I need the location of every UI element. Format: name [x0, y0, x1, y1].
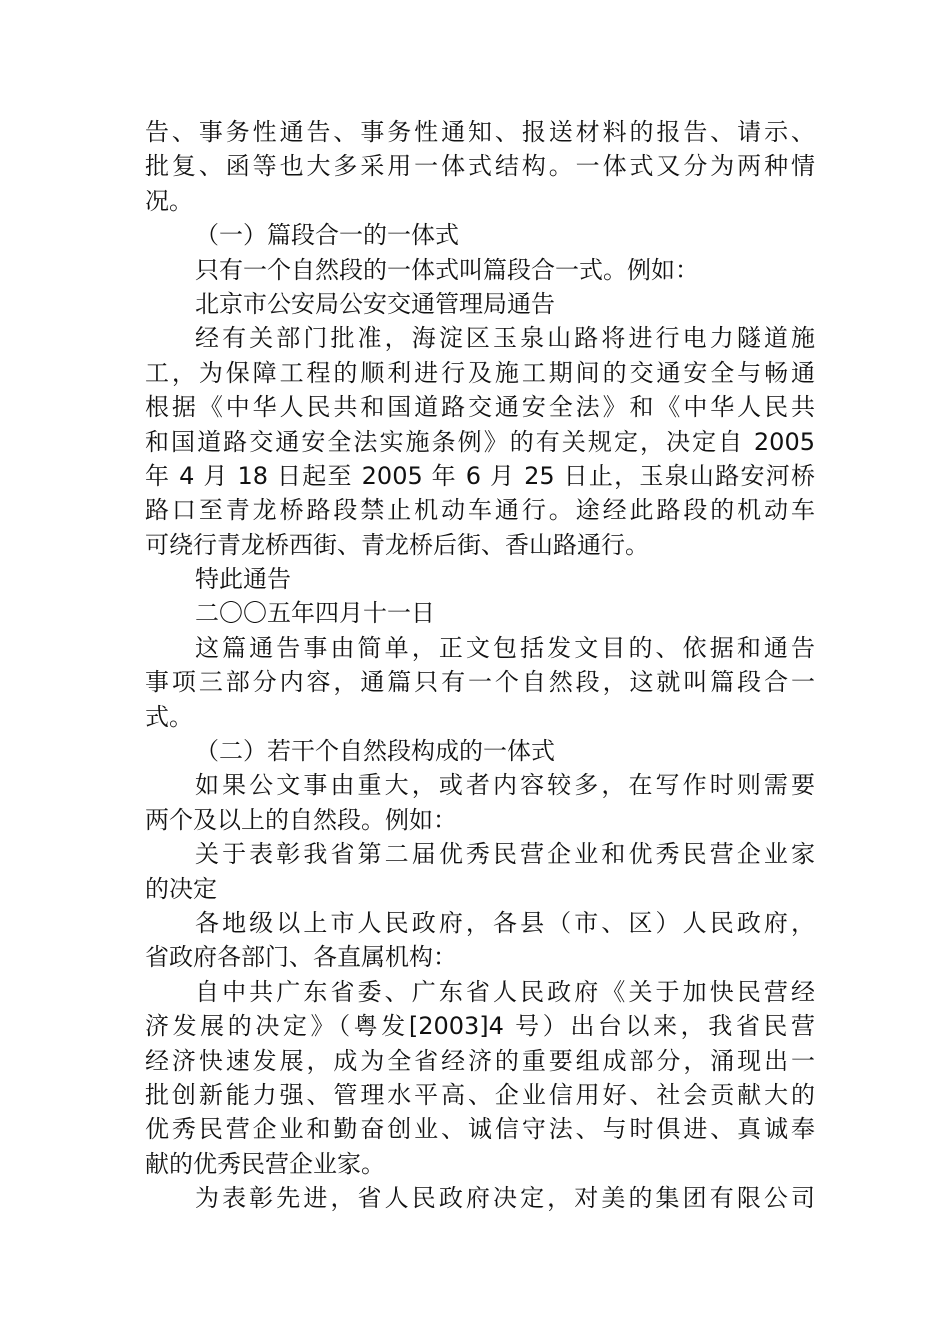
example-title: 关于表彰我省第二届优秀民营企业和优秀民营企业家 [195, 840, 815, 869]
section-heading: （二）若干个自然段构成的一体式 [195, 737, 555, 766]
example-title: 北京市公安局公安交通管理局通告 [195, 289, 555, 318]
text-line: 可绕行青龙桥西街、青龙桥后街、香山路通行。 [145, 530, 649, 559]
text-line: 优秀民营企业和勤奋创业、诚信守法、与时俱进、真诚奉 [145, 1115, 815, 1144]
text-line: 根据《中华人民共和国道路交通安全法》和《中华人民共 [145, 393, 815, 422]
text-line: 式。 [145, 702, 193, 731]
text-line: 济发展的决定》（粤发[2003]4 号）出台以来，我省民营 [145, 1012, 815, 1041]
text-line: 省政府各部门、各直属机构： [145, 943, 457, 972]
text-line: 如果公文事由重大，或者内容较多，在写作时则需要 [195, 771, 815, 800]
text-line: 年 4 月 18 日起至 2005 年 6 月 25 日止，玉泉山路安河桥 [145, 461, 815, 490]
text-line: 经有关部门批准，海淀区玉泉山路将进行电力隧道施 [195, 324, 815, 353]
text-line: 两个及以上的自然段。例如： [145, 805, 457, 834]
text-line: 自中共广东省委、广东省人民政府《关于加快民营经 [195, 977, 815, 1006]
document-body [145, 115, 815, 1216]
text-line: 特此通告 [195, 565, 291, 594]
example-title: 的决定 [145, 874, 217, 903]
text-line: 批创新能力强、管理水平高、企业信用好、社会贡献大的 [145, 1080, 815, 1109]
text-line: 献的优秀民营企业家。 [145, 1149, 385, 1178]
text-line: 只有一个自然段的一体式叫篇段合一式。例如： [195, 255, 699, 284]
text-line: 经济快速发展，成为全省经济的重要组成部分，涌现出一 [145, 1046, 815, 1075]
text-line: 况。 [145, 186, 193, 215]
text-line: 和国道路交通安全法实施条例》的有关规定，决定自 2005 [145, 427, 815, 456]
text-line: 事项三部分内容，通篇只有一个自然段，这就叫篇段合一 [145, 668, 815, 697]
text-line: 为表彰先进，省人民政府决定，对美的集团有限公司 [195, 1184, 815, 1213]
date-line: 二〇〇五年四月十一日 [195, 599, 435, 628]
text-line: 路口至青龙桥路段禁止机动车通行。途经此路段的机动车 [145, 496, 815, 525]
text-line: 各地级以上市人民政府，各县（市、区）人民政府， [195, 908, 815, 937]
text-line: 这篇通告事由简单，正文包括发文目的、依据和通告 [195, 633, 815, 662]
text-line: 告、事务性通告、事务性通知、报送材料的报告、请示、 [145, 118, 815, 146]
text-line: 批复、函等也大多采用一体式结构。一体式又分为两种情 [145, 152, 815, 181]
section-heading: （一）篇段合一的一体式 [195, 221, 459, 250]
text-line: 工，为保障工程的顺利进行及施工期间的交通安全与畅通 [145, 358, 815, 387]
